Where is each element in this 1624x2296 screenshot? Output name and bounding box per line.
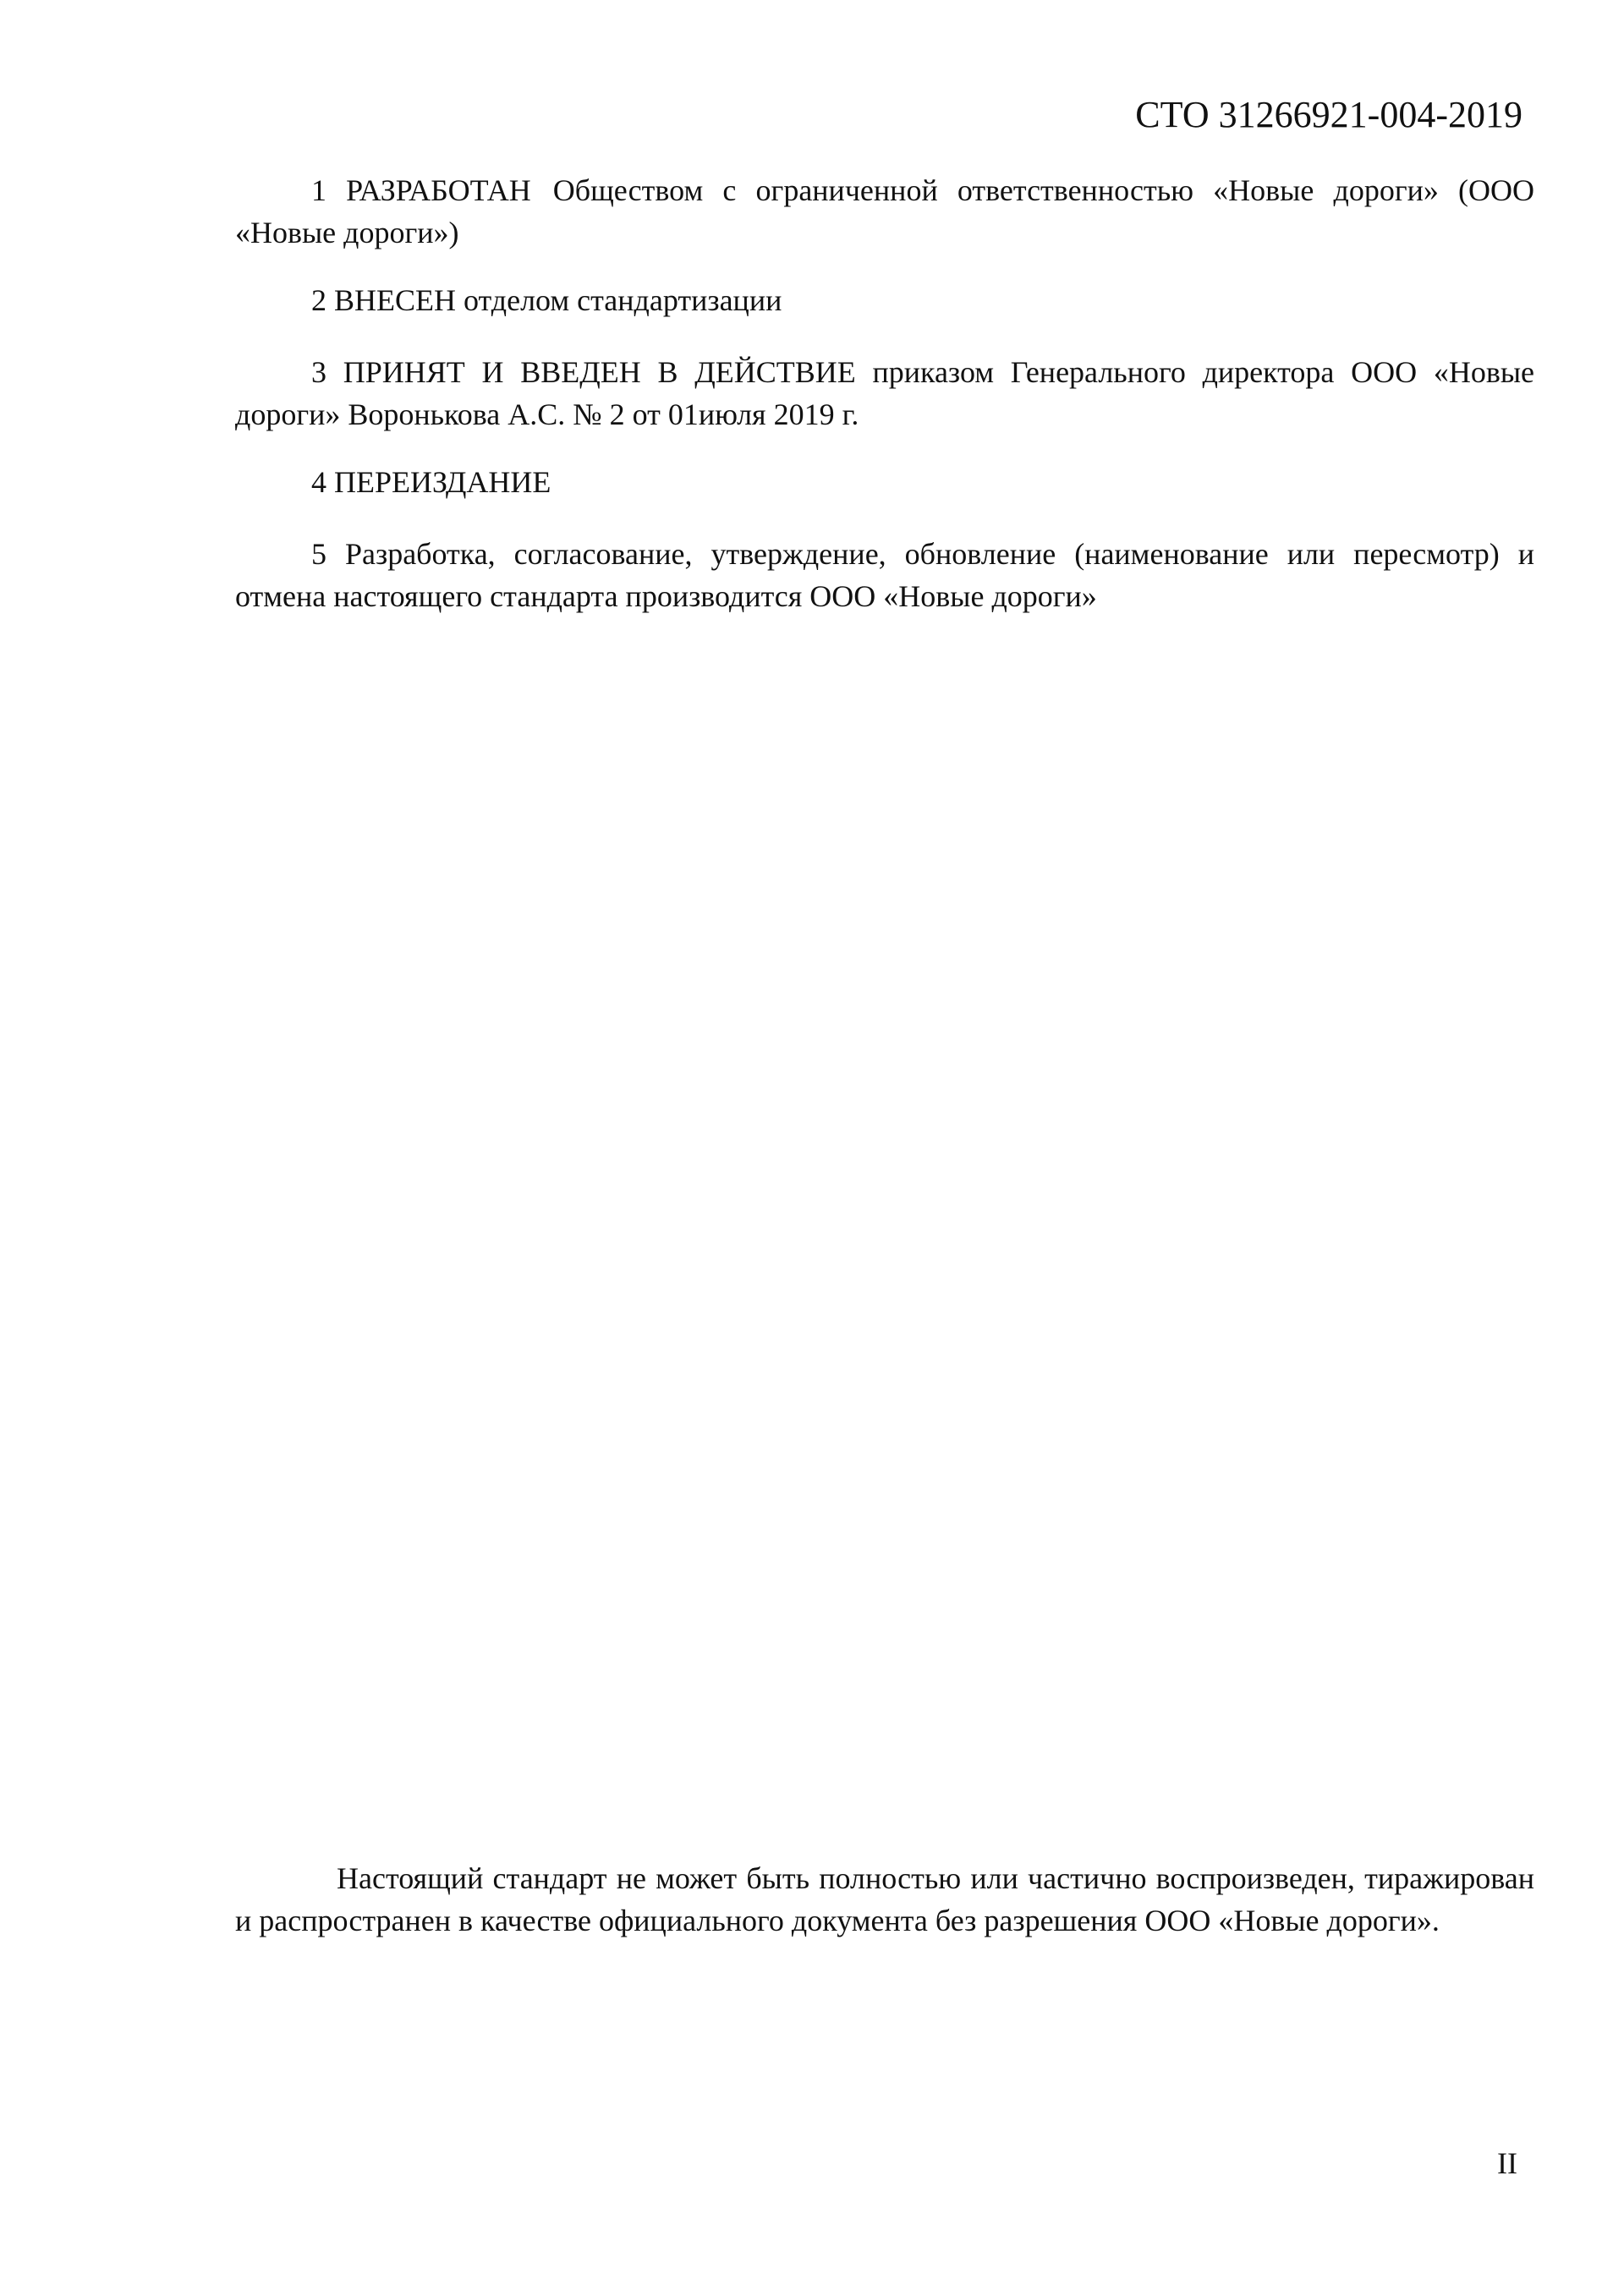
- paragraph-text: ВНЕСЕН отделом стандартизации: [334, 283, 782, 317]
- paragraph-text: Обществом с ограниченной ответственностью «Новые дороги» (ООО «Новые дороги»): [235, 173, 1535, 249]
- paragraph-number: 4: [311, 465, 326, 499]
- paragraph-text: Разработка, согласование, утверждение, обновление (наименование или пересмотр) и отмена настоящего стандарта производится ООО «Новые дороги»: [235, 537, 1534, 613]
- paragraph-submitted-by: [235, 279, 1534, 321]
- paragraph-maintenance: [235, 533, 1534, 617]
- paragraph-reissue: [235, 461, 1534, 503]
- paragraph-number: 2: [311, 283, 326, 317]
- paragraph-number: 5: [311, 537, 326, 571]
- paragraph-lead: РАЗРАБОТАН: [346, 173, 531, 207]
- paragraph-number: 3: [311, 355, 326, 389]
- paragraph-number: 1: [311, 173, 326, 207]
- page-number: II: [1497, 2146, 1517, 2180]
- paragraph-adopted: [235, 351, 1534, 436]
- paragraph-text: ПРИНЯТ И ВВЕДЕН В ДЕЙСТВИЕ приказом Генерального директора ООО «Новые дороги» Воронькова А.С. № 2 от 01июля 2019 г.: [235, 355, 1534, 431]
- paragraph-developed-by: [235, 169, 1534, 254]
- copyright-notice: Настоящий стандарт не может быть полностью или частично воспроизведен, тиражирован и распространен в качестве официального документа без разрешения ООО «Новые дороги».: [235, 1861, 1534, 1937]
- document-code-header: СТО 31266921-004-2019: [1135, 94, 1522, 135]
- paragraph-text: ПЕРЕИЗДАНИЕ: [334, 465, 551, 499]
